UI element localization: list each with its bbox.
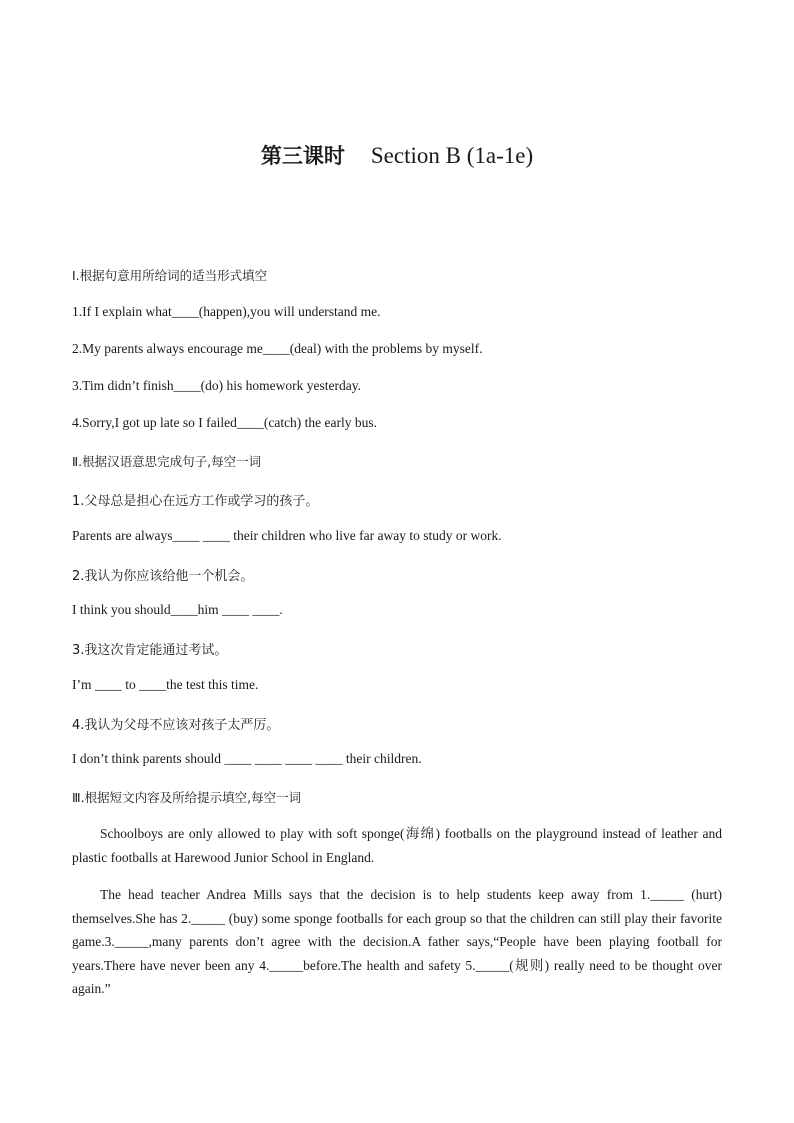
section-2-item-3-english: I’m ____ to ____the test this time. (72, 677, 259, 692)
section-2-item-2-english: I think you should____him ____ ____. (72, 602, 283, 617)
section-2-item-4-chinese: 4.我认为父母不应该对孩子太严厉。 (72, 718, 280, 733)
section-2-item-1-chinese: 1.父母总是担心在远方工作或学习的孩子。 (72, 494, 319, 509)
passage-paragraph-2: The head teacher Andrea Mills says that the decision is to help students keep away from 1._____ (hurt) themselves.She has 2._____ (buy) some sponge footballs for each group so that the children can still play their favorite game.3._____,many parents don’t agree with the decision.A father says,“People have been playing football for years.There have never been any 4._____before.The health and safety 5._____(规则) really need to be thought over again.” (72, 887, 722, 996)
section-1-item-1: 1.If I explain what____(happen),you will understand me. (72, 304, 381, 319)
section-2-item-3-chinese: 3.我这次肯定能通过考试。 (72, 643, 228, 658)
section-1-item-2: 2.My parents always encourage me____(deal) with the problems by myself. (72, 341, 483, 356)
passage-paragraph-1: Schoolboys are only allowed to play with soft sponge(海绵) footballs on the playground instead of leather and plastic footballs at Harewood Junior School in England. (72, 826, 722, 865)
page-title (0, 140, 794, 170)
title-english: Section B (1a-1e) (370, 143, 534, 168)
section-2-heading: Ⅱ.根据汉语意思完成句子,每空一词 (72, 454, 262, 469)
title-chinese: 第三课时 (260, 144, 345, 168)
section-1-heading: Ⅰ.根据句意用所给词的适当形式填空 (72, 268, 268, 283)
section-1-item-4: 4.Sorry,I got up late so I failed____(catch) the early bus. (72, 415, 378, 430)
section-1-item-3: 3.Tim didn’t finish____(do) his homework yesterday. (72, 378, 361, 393)
section-2-item-2-chinese: 2.我认为你应该给他一个机会。 (72, 569, 254, 584)
section-3-heading: Ⅲ.根据短文内容及所给提示填空,每空一词 (72, 790, 302, 805)
section-2-item-1-english: Parents are always____ ____ their children who live far away to study or work. (72, 528, 502, 543)
section-2-item-4-english: I don’t think parents should ____ ____ ____ ____ their children. (72, 751, 422, 766)
